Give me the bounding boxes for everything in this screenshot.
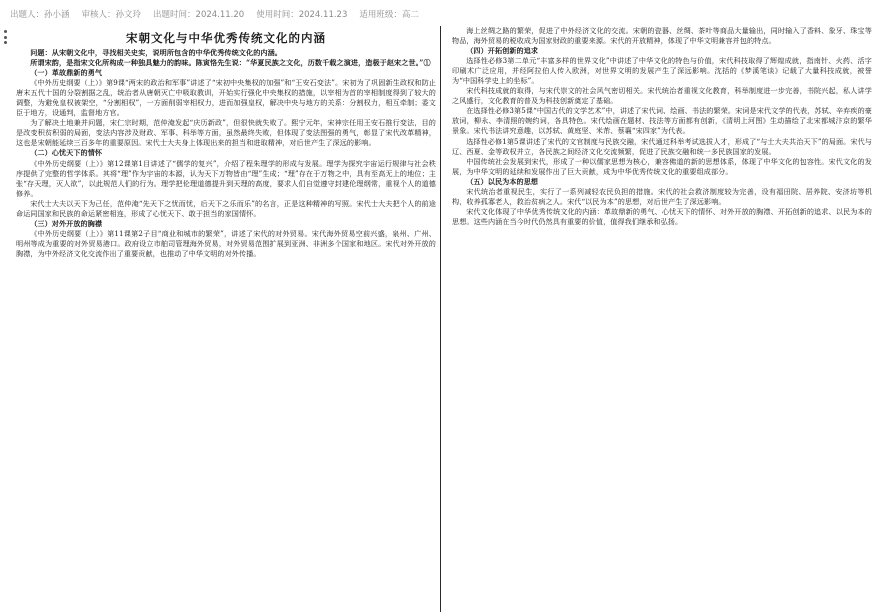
body-paragraph: 宋代统治者重视民生，实行了一系列减轻农民负担的措施。宋代的社会救济制度较为完善，设有福田院、居养院、安济坊等机构，收养孤寡老人，救治贫病之人。宋代“以民为本”的思想，对后世产生了深远影响。 — [452, 186, 872, 206]
body-paragraph: 中国传统社会发展到宋代，形成了一种以儒家思想为核心，兼容佛道的新的思想体系，体现了中华文化的包容性。宋代文化的发展，为中华文明的延续和发展作出了巨大贡献，成为中华优秀传统文化的重要组成部分。 — [452, 156, 872, 176]
section-heading-4: （四）开拓创新的追求 — [466, 46, 539, 56]
header-author: 出题人：孙小涵 — [10, 10, 70, 20]
more-options-icon[interactable] — [2, 30, 8, 44]
header-bar — [0, 0, 882, 28]
body-paragraph: 为了解决土地兼并问题，宋仁宗时期，范仲淹发起“庆历新政”，但很快就失败了。熙宁元年，宋神宗任用王安石推行变法，目的是改变积贫积弱的局面，变法内容涉及财政、军事、科举等方面，虽然最终失败，但体现了变法图强的勇气，彰显了宋代改革精神，这也是宋朝能延续三百多年的重要原因。宋代士大夫身上体现出来的担当和进取精神，对后世产生了深远的影响。 — [16, 118, 436, 148]
left-page — [16, 26, 436, 610]
page-title: 宋朝文化与中华优秀传统文化的内涵 — [126, 31, 326, 45]
body-paragraph: 宋代文化体现了中华优秀传统文化的内涵：革故鼎新的勇气、心忧天下的情怀、对外开放的胸襟、开拓创新的追求、以民为本的思想。这些内涵在当今时代仍然具有重要的价值，值得我们继承和弘扬。 — [452, 206, 872, 226]
header-reviewer: 审核人：孙文玲 — [81, 10, 142, 20]
section-heading-3: （三）对外开放的胸襟 — [30, 218, 103, 228]
right-page — [452, 26, 872, 610]
body-paragraph: 海上丝绸之路的繁荣，促进了中外经济文化的交流。宋朝的瓷器、丝绸、茶叶等商品大量输出，同时输入了香料、象牙、珠宝等物品，海外贸易的税收成为国家财政的重要来源。宋代的开放精神，体现了中华文明兼容并包的特点。 — [452, 26, 872, 46]
header-grade: 适用班级：高二 — [359, 10, 419, 20]
section-heading-2: （二）心忧天下的情怀 — [30, 148, 103, 158]
body-paragraph: 《中外历史纲要（上）》第12课第1目讲述了“儒学的复兴”，介绍了程朱理学的形成与发展。理学为探究宇宙运行规律与社会秩序提供了完整的哲学体系。其将“理”作为宇宙的本源，认为天下万物皆由“理”生成；“理”存在于万物之中，具有至高无上的地位；主张“存天理，灭人欲”，以此规范人们的行为。理学把伦理道德提升到天理的高度，要求人们自觉遵守封建伦理纲常，重视个人的道德修养。 — [16, 158, 436, 198]
body-paragraph: 宋代科技成就的取得，与宋代崇文的社会风气密切相关。宋代统治者重视文化教育，科举制度进一步完善，书院兴起，私人讲学之风盛行，文化教育的普及为科技创新奠定了基础。 — [452, 86, 872, 106]
intro-paragraph: 所谓宋韵，是指宋文化所构成一种独具魅力的韵味。陈寅恪先生说：“华夏民族之文化，历数千载之演进，造极于赵宋之世。”① — [30, 58, 431, 68]
body-paragraph: 在选择性必修3第5课“中国古代的文学艺术”中，讲述了宋代词、绘画、书法的繁荣。宋词是宋代文学的代表，苏轼、辛弃疾的豪放词，柳永、李清照的婉约词，各具特色。宋代绘画在题材、技法等方面都有创新，《清明上河图》生动描绘了北宋都城汴京的繁华景象。宋代书法讲究意趣，以苏轼、黄庭坚、米芾、蔡襄“宋四家”为代表。 — [452, 106, 872, 136]
body-paragraph: 选择性必修3第二单元“丰富多样的世界文化”中讲述了中华文化的特色与价值，宋代科技取得了辉煌成就，指南针、火药、活字印刷术广泛应用，并经阿拉伯人传入欧洲，对世界文明的发展产生了深远影响。沈括的《梦溪笔谈》记载了大量科技成就，被誉为“中国科学史上的坐标”。 — [452, 56, 872, 86]
body-paragraph: 《中外历史纲要（上）》第11课第2子目“商业和城市的繁荣”，讲述了宋代的对外贸易。宋代海外贸易空前兴盛，泉州、广州、明州等成为重要的对外贸易港口。政府设立市舶司管理海外贸易，对外贸易范围扩展到亚洲、非洲多个国家和地区。宋代对外开放的胸襟，为中外经济文化交流作出了重要贡献，也推动了中华文明的对外传播。 — [16, 228, 436, 258]
body-paragraph: 选择性必修1第5课讲述了宋代的文官制度与民族交融，宋代通过科举考试选拔人才，形成了“与士大夫共治天下”的局面。宋代与辽、西夏、金等政权并立，各民族之间经济文化交流频繁，促进了民族交融和统一多民族国家的发展。 — [452, 136, 872, 156]
question-paragraph: 问题：从宋朝文化中，寻找相关史实，说明所包含的中华优秀传统文化的内涵。 — [30, 48, 282, 57]
header-usetime: 使用时间：2024.11.23 — [256, 10, 348, 20]
section-heading-5: （五）以民为本的思想 — [466, 176, 539, 186]
body-paragraph: 宋代士大夫以天下为己任，范仲淹“先天下之忧而忧，后天下之乐而乐”的名言，正是这种精神的写照。宋代士大夫把个人的前途命运同国家和民族的命运紧密相连，形成了心忧天下、敢于担当的家国情怀。 — [16, 198, 436, 218]
page-divider — [440, 26, 441, 612]
header-time: 出题时间：2024.11.20 — [153, 10, 245, 20]
body-paragraph: 《中外历史纲要（上）》第9课“两宋的政治和军事”讲述了“宋初中央集权的加强”和“王安石变法”。宋初为了巩固新生政权和防止唐末五代十国的分裂割据之乱，统治者从唐朝灭亡中吸取教训，开始实行强化中央集权的措施，以宰相为首的宰相制度得到了较大的调整，为避免皇权被架空，“分割相权”，一方面削弱宰相权力，进而加强皇权，解决中央与地方的关系：分割权力，相互牵制；委文臣于地方，设通判，监督地方官。 — [16, 78, 436, 118]
section-heading-1: （一）革故鼎新的勇气 — [30, 68, 103, 78]
